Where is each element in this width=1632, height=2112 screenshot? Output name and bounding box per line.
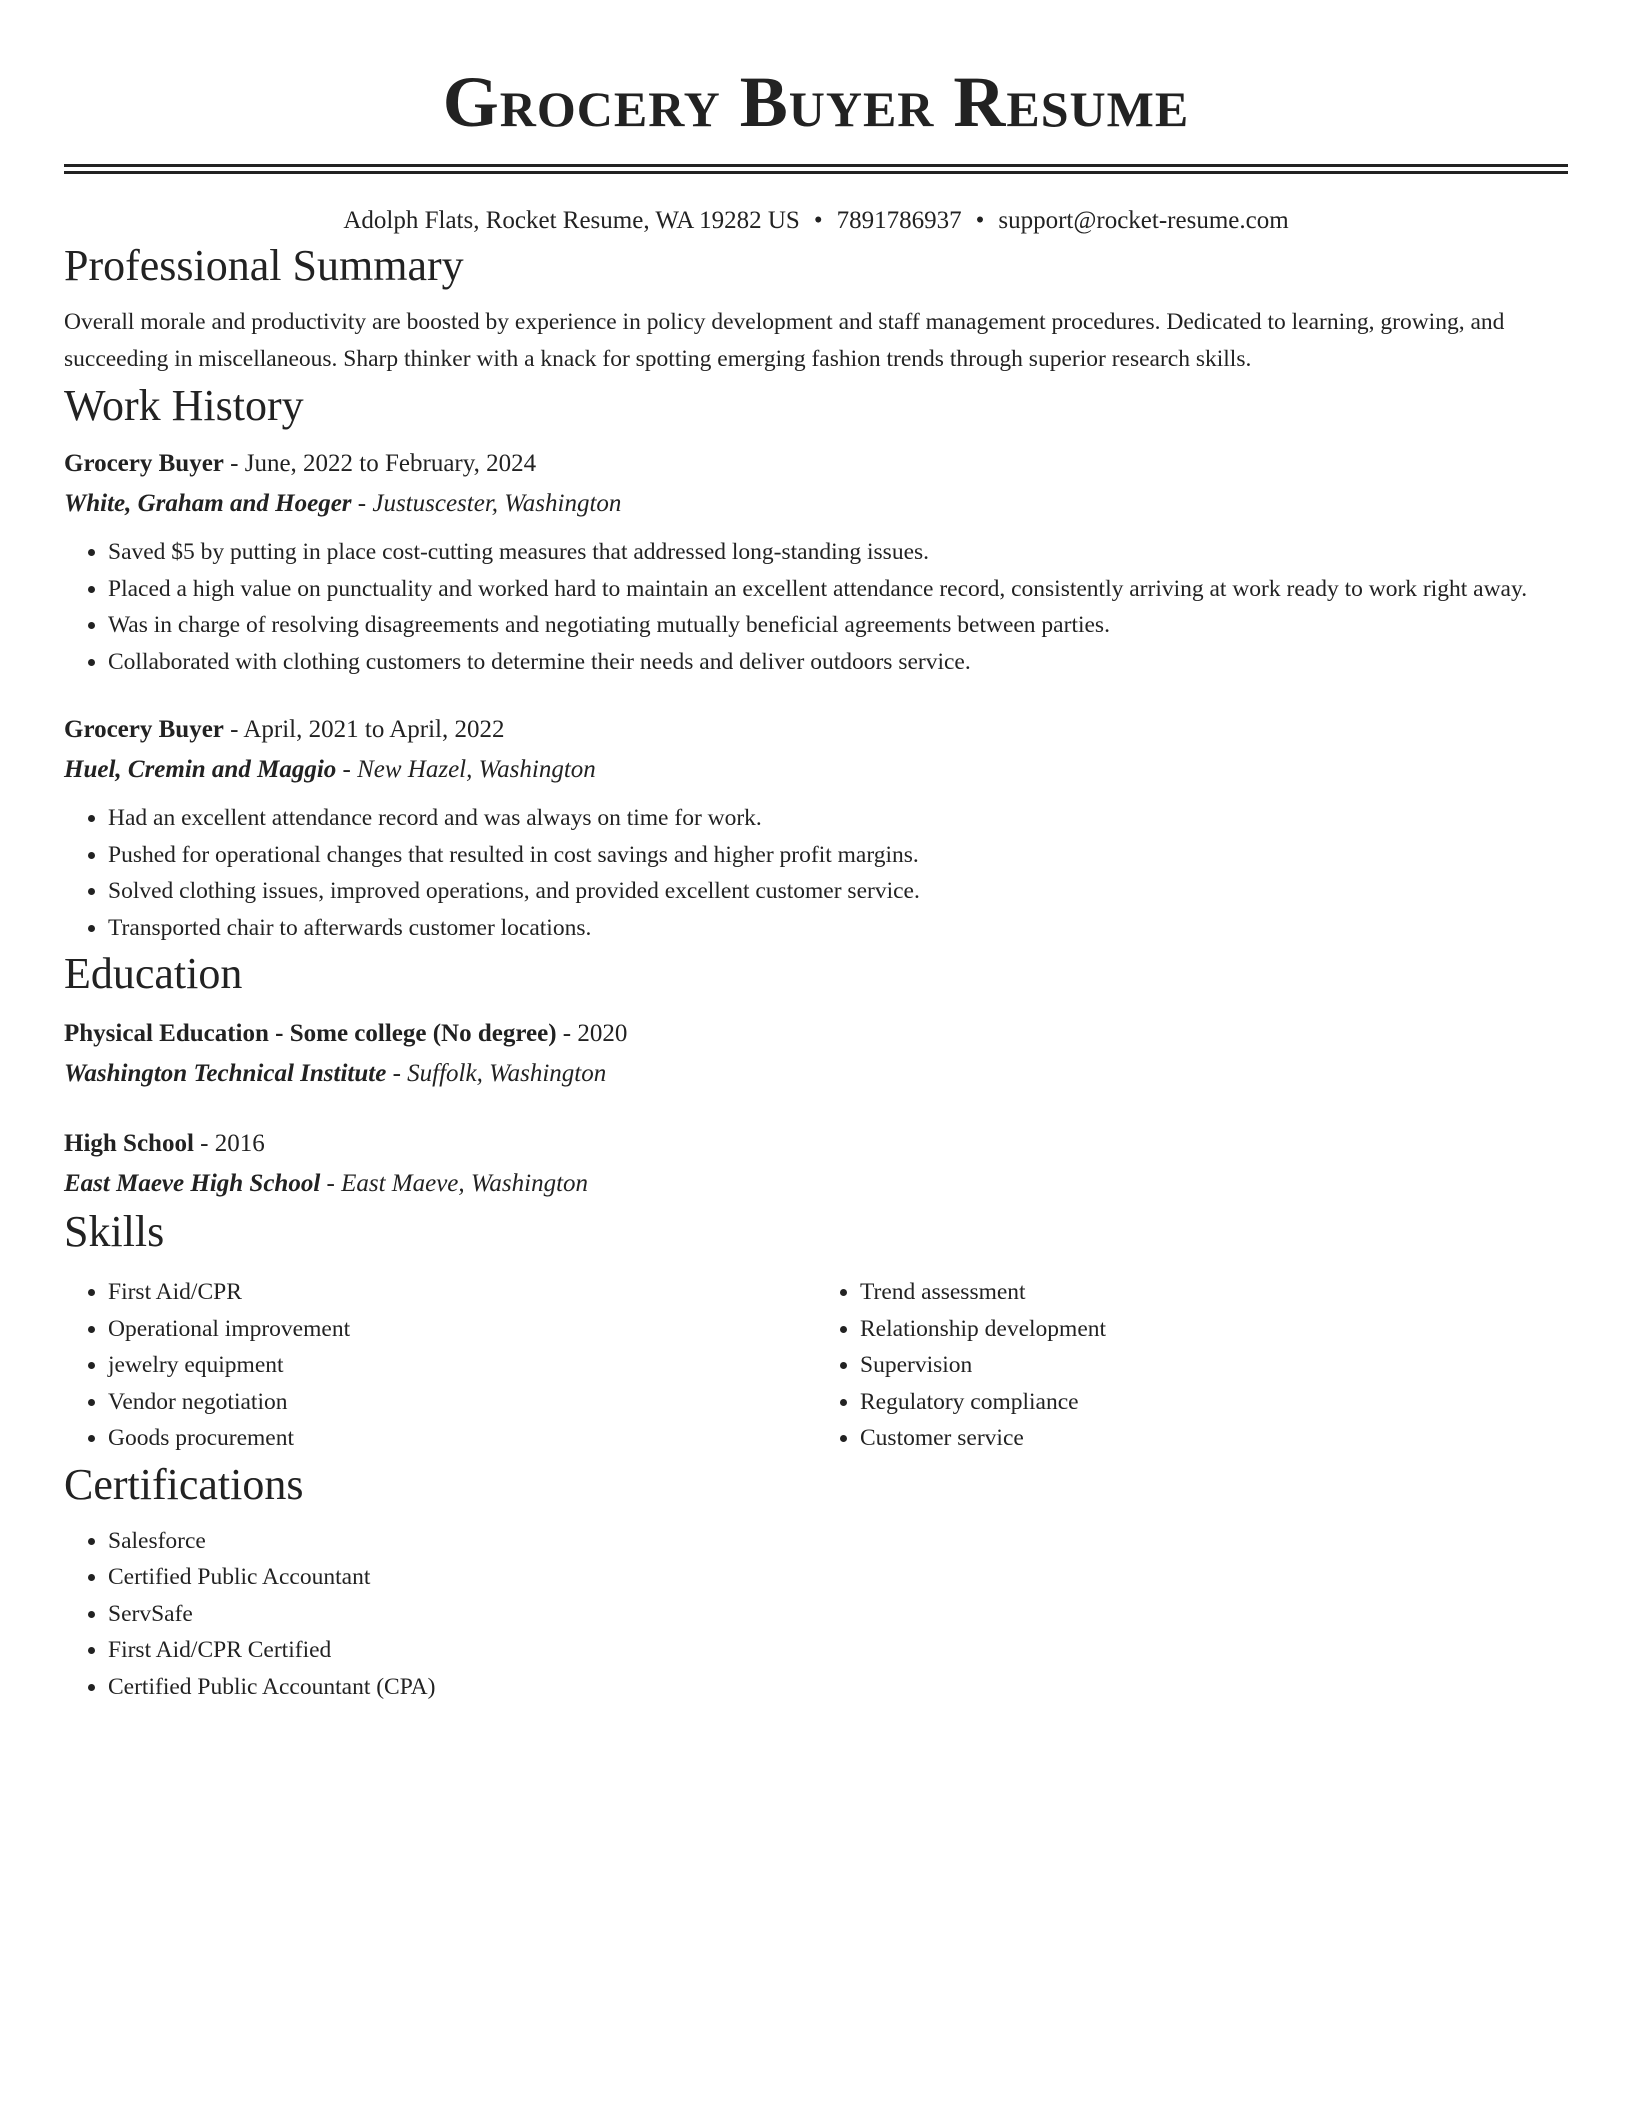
education-location: - East Maeve, Washington bbox=[320, 1170, 589, 1197]
education-section bbox=[64, 946, 1568, 1204]
education-location: - Suffolk, Washington bbox=[386, 1060, 607, 1087]
job-dates: - April, 2021 to April, 2022 bbox=[223, 716, 505, 743]
list-item: • Certified Public Accountant (CPA) bbox=[108, 1669, 1568, 1706]
job-bullets bbox=[64, 800, 1568, 946]
list-item: • Collaborated with clothing customers to determine their needs and deliver outdoors service. bbox=[108, 644, 1568, 681]
job-bullets bbox=[64, 534, 1568, 680]
list-item: • Was in charge of resolving disagreements and negotiating mutually beneficial agreements between parties. bbox=[108, 607, 1568, 644]
list-item: • First Aid/CPR bbox=[108, 1274, 816, 1311]
list-item: • Customer service bbox=[860, 1420, 1568, 1457]
job-dates: - June, 2022 to February, 2024 bbox=[223, 450, 537, 477]
list-item: • Goods procurement bbox=[108, 1420, 816, 1457]
contact-phone: 7891786937 bbox=[836, 207, 962, 234]
summary-heading: Professional Summary bbox=[64, 241, 464, 290]
list-item: • Operational improvement bbox=[108, 1311, 816, 1348]
work-history-section bbox=[64, 378, 1568, 946]
certifications-section bbox=[64, 1457, 1568, 1706]
list-item: • First Aid/CPR Certified bbox=[108, 1632, 1568, 1669]
job-title: Grocery Buyer bbox=[64, 716, 224, 743]
job-title: Grocery Buyer bbox=[64, 450, 224, 477]
education-year: - 2016 bbox=[193, 1130, 265, 1157]
education-year: - 2020 bbox=[556, 1020, 628, 1047]
education-degree: High School bbox=[64, 1130, 194, 1157]
job-entry bbox=[64, 710, 1568, 946]
education-heading: Education bbox=[64, 949, 243, 998]
education-entry bbox=[64, 1124, 1568, 1204]
job-employer bbox=[64, 750, 1568, 790]
list-item: • Transported chair to afterwards customer locations. bbox=[108, 910, 1568, 947]
summary-section bbox=[64, 238, 1568, 378]
work-history-heading: Work History bbox=[64, 381, 304, 430]
job-header bbox=[64, 444, 1568, 484]
list-item: • Regulatory compliance bbox=[860, 1384, 1568, 1421]
skills-heading: Skills bbox=[64, 1207, 165, 1256]
education-header bbox=[64, 1124, 1568, 1164]
list-item: • Saved $5 by putting in place cost-cutting measures that addressed long-standing issues. bbox=[108, 534, 1568, 571]
contact-separator: • bbox=[975, 207, 985, 234]
contact-separator: • bbox=[813, 207, 823, 234]
list-item: • Trend assessment bbox=[860, 1274, 1568, 1311]
education-degree: Physical Education - Some college (No degree) bbox=[64, 1020, 557, 1047]
list-item: • jewelry equipment bbox=[108, 1347, 816, 1384]
list-item: • ServSafe bbox=[108, 1596, 1568, 1633]
education-school-line bbox=[64, 1164, 1568, 1204]
education-header bbox=[64, 1014, 1568, 1054]
education-school-line bbox=[64, 1054, 1568, 1094]
skills-column-right bbox=[816, 1274, 1568, 1457]
contact-address: Adolph Flats, Rocket Resume, WA 19282 US bbox=[343, 207, 800, 234]
job-company: Huel, Cremin and Maggio bbox=[64, 756, 337, 783]
skills-column-left bbox=[64, 1274, 816, 1457]
summary-text: Overall morale and productivity are boosted by experience in policy development and staff management procedures. Dedicated to learning, growing, and succeeding in miscellaneous. Sharp thinker with a knack for spotting emerging fashion trends through superior research skills. bbox=[64, 309, 1505, 372]
list-item: • Had an excellent attendance record and was always on time for work. bbox=[108, 800, 1568, 837]
contact-email: support@rocket-resume.com bbox=[998, 207, 1289, 234]
job-location: - New Hazel, Washington bbox=[336, 756, 596, 783]
education-entry bbox=[64, 1014, 1568, 1094]
certifications-heading: Certifications bbox=[64, 1459, 304, 1509]
job-header bbox=[64, 710, 1568, 750]
list-item: • Relationship development bbox=[860, 1311, 1568, 1348]
certifications-list bbox=[64, 1523, 1568, 1706]
resume-title: Grocery Buyer Resume bbox=[442, 62, 1190, 142]
job-location: - Justuscester, Washington bbox=[351, 490, 622, 517]
title-divider bbox=[64, 164, 1568, 174]
job-employer bbox=[64, 484, 1568, 524]
education-school: Washington Technical Institute bbox=[64, 1060, 387, 1087]
list-item: • Solved clothing issues, improved operations, and provided excellent customer service. bbox=[108, 873, 1568, 910]
list-item: • Vendor negotiation bbox=[108, 1384, 816, 1421]
education-school: East Maeve High School bbox=[64, 1170, 321, 1197]
list-item: • Supervision bbox=[860, 1347, 1568, 1384]
list-item: • Certified Public Accountant bbox=[108, 1559, 1568, 1596]
skills-section bbox=[64, 1204, 1568, 1457]
contact-line bbox=[64, 204, 1568, 238]
list-item: • Salesforce bbox=[108, 1523, 1568, 1560]
skills-grid bbox=[64, 1274, 1568, 1457]
list-item: • Placed a high value on punctuality and worked hard to maintain an excellent attendance record, consistently arriving at work ready to work right away. bbox=[108, 571, 1568, 608]
job-entry bbox=[64, 444, 1568, 680]
list-item: • Pushed for operational changes that resulted in cost savings and higher profit margins. bbox=[108, 837, 1568, 874]
job-company: White, Graham and Hoeger bbox=[64, 490, 352, 517]
